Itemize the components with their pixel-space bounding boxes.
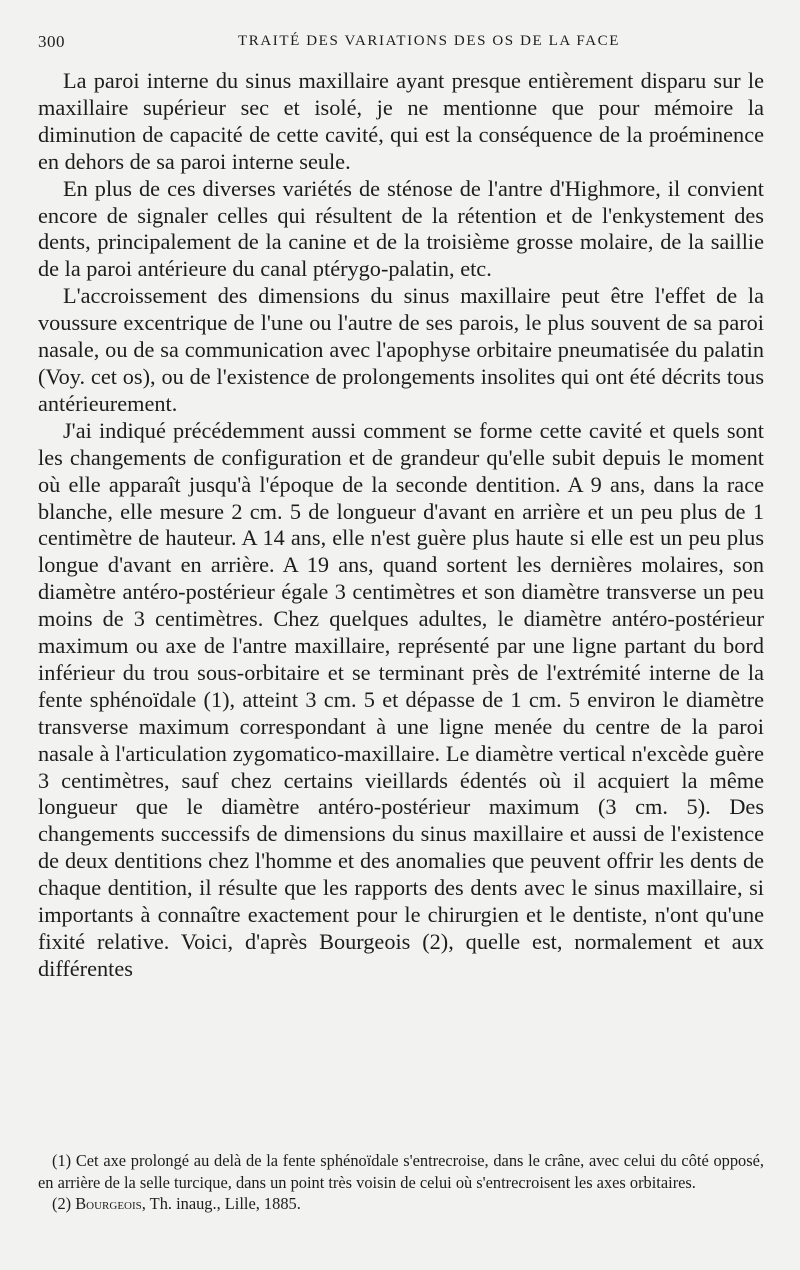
footnote-2-marker: (2) (52, 1194, 72, 1213)
main-text (38, 68, 764, 983)
footnote-2 (38, 1193, 764, 1215)
paragraph: L'accroissement des dimensions du sinus maxillaire peut être l'effet de la voussure excentrique de l'une ou l'autre de ses parois, le plus souvent de sa paroi nasale, ou de sa communication avec l'apophyse orbitaire pneumatisée du palatin (Voy. cet os), ou de l'existence de prolongements insolites qui ont été décrits tous antérieurement. (38, 283, 764, 416)
page-number: 300 (38, 32, 65, 51)
running-title: TRAITÉ DES VARIATIONS DES OS DE LA FACE (237, 33, 620, 49)
paragraph: En plus de ces diverses variétés de sténose de l'antre d'Highmore, il convient encore de signaler celles qui résultent de la rétention et de l'enkystement des dents, principalement de la canine et de la troisième grosse molaire, de la saillie de la paroi antérieure du canal ptérygo-palatin, etc. (38, 175, 764, 282)
footnote-2-author: Bourgeois (75, 1194, 142, 1213)
footnote-1: (1) Cet axe prolongé au delà de la fente sphénoïdale s'entrecroise, dans le crâne, avec celui du côté opposé, en arrière de la selle turcique, dans un point très voisin de celui où s'entrecroisent les axes orbitaires. (38, 1151, 764, 1192)
paragraph: J'ai indiqué précédemment aussi comment se forme cette cavité et quels sont les changements de configuration et de grandeur qu'elle subit depuis le moment où elle apparaît jusqu'à l'époque de la seconde dentition. A 9 ans, dans la race blanche, elle mesure 2 cm. 5 de longueur d'avant en arrière et un peu plus de 1 centimètre de hauteur. A 14 ans, elle n'est guère plus haute si elle est un peu plus longue d'avant en arrière. A 19 ans, quand sortent les dernières molaires, son diamètre antéro-postérieur égale 3 centimètres et son diamètre transverse un peu moins de 3 centimètres. Chez quelques adultes, le diamètre antéro-postérieur maximum ou axe de l'antre maxillaire, représenté par une ligne partant du bord inférieur du trou sous-orbitaire et se terminant près de l'extrémité interne de la fente sphénoïdale (1), atteint 3 cm. 5 et dépasse de 1 cm. 5 environ le diamètre transverse maximum correspondant à une ligne menée du centre de la paroi nasale à l'articulation zygomatico-maxillaire. Le diamètre vertical n'excède guère 3 centimètres, sauf chez certains vieillards édentés où il acquiert la même longueur que le diamètre antéro-postérieur maximum (3 cm. 5). Des changements successifs de dimensions du sinus maxillaire et aussi de l'existence de deux dentitions chez l'homme et des anomalies que peuvent offrir les dents de chaque dentition, il résulte que les rapports des dents avec le sinus maxillaire, si importants à connaître exactement pour le chirurgien et le dentiste, n'ont qu'une fixité relative. Voici, d'après Bourgeois (2), quelle est, normalement et aux différentes (38, 417, 764, 981)
footnotes (38, 1150, 764, 1215)
footnote-2-reference: , Th. inaug., Lille, 1885. (141, 1194, 301, 1213)
paragraph: La paroi interne du sinus maxillaire ayant presque entièrement disparu sur le maxillaire supérieur sec et isolé, je ne mentionne que pour mémoire la diminution de capacité de cette cavité, qui est la conséquence de la proéminence en dehors de sa paroi interne seule. (38, 68, 764, 174)
page-header (38, 32, 760, 54)
